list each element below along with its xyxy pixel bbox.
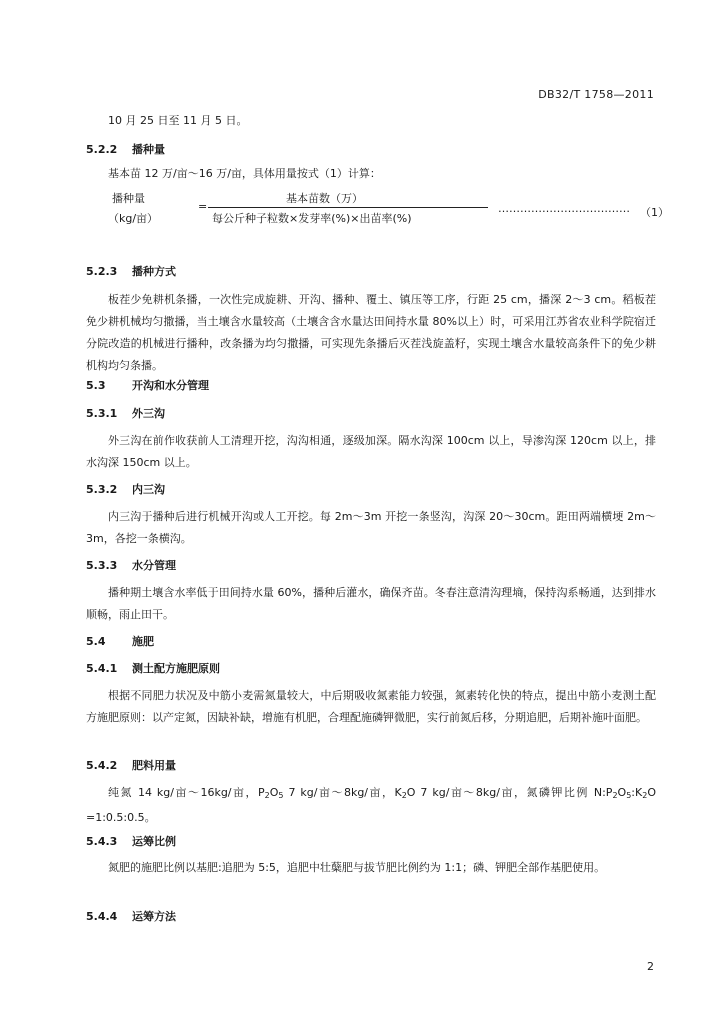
paragraph-5-3-3: 播种期土壤含水率低于田间持水量 60%，播种后灌水，确保齐苗。冬春注意清沟理墒，保持沟系畅通，达到排水顺畅，雨止田干。 (86, 586, 656, 621)
subscript: 2 (264, 791, 270, 800)
subscript: 2 (401, 791, 407, 800)
heading-5-4-3 (86, 834, 176, 850)
heading-title: 外三沟 (132, 407, 165, 420)
heading-number: 5.4.3 (86, 835, 118, 848)
formula-lhs-top: 播种量 (112, 192, 145, 205)
heading-5-3-1 (86, 406, 165, 422)
subscript: 5 (278, 791, 284, 800)
heading-number: 5.2.3 (86, 265, 118, 278)
heading-5-2-2 (86, 142, 165, 158)
heading-number: 5.4 (86, 635, 106, 648)
heading-5-4-2 (86, 758, 176, 774)
heading-number: 5.3.1 (86, 407, 118, 420)
formula-reference: （1） (640, 206, 669, 219)
heading-title: 开沟和水分管理 (132, 379, 209, 392)
heading-number: 5.4.2 (86, 759, 118, 772)
paragraph-5-3-2: 内三沟于播种后进行机械开沟或人工开挖。每 2m～3m 开挖一条竖沟，沟深 20～30cm。距田两端横埂 2m～3m，各挖一条横沟。 (86, 510, 656, 545)
text-run: 纯氮 14 kg/亩～16kg/亩，P (108, 786, 265, 799)
text-run: :K (631, 786, 643, 799)
heading-5-4 (86, 634, 154, 650)
page-number: 2 (647, 960, 654, 973)
paragraph-5-4-1: 根据不同肥力状况及中筋小麦需氮量较大，中后期吸收氮素能力较强，氮素转化快的特点，提出中筋小麦测土配方施肥原则：以产定氮，因缺补缺，增施有机肥，合理配施磷钾微肥，实行前氮后移，分期追肥，后期补施叶面肥。 (86, 689, 656, 724)
heading-5-3-2 (86, 482, 165, 498)
heading-title: 运筹比例 (132, 835, 176, 848)
text-run: O =1:0.5:0.5。 (86, 786, 656, 824)
formula-denominator: 每公斤种子粒数×发芽率(%)×出苗率(%) (212, 212, 412, 225)
paragraph-5-3-1: 外三沟在前作收获前人工清理开挖，沟沟相通，逐级加深。隔水沟深 100cm 以上，导渗沟深 120cm 以上，排水沟深 150cm 以上。 (86, 434, 656, 469)
paragraph-5-2-3: 板茬少免耕机条播，一次性完成旋耕、开沟、播种、覆土、镇压等工序，行距 25 cm，播深 2～3 cm。稻板茬免少耕机械均匀撒播，当土壤含水量较高（土壤含含水量达田间持水量 80%以上）时，可采用江苏省农业科学院宿迁分院改造的机械进行播种，改条播为均匀撒播，可实现先条播后灭茬浅旋盖籽，实现土壤含水量较高条件下的免少耕机构均匀条播。 (86, 293, 656, 372)
heading-number: 5.2.2 (86, 143, 118, 156)
text-run: O (269, 786, 279, 799)
heading-title: 水分管理 (132, 559, 176, 572)
heading-number: 5.4.4 (86, 910, 118, 923)
formula-fraction-bar (208, 207, 488, 208)
heading-title: 播种方式 (132, 265, 176, 278)
subscript: 5 (626, 791, 632, 800)
heading-5-4-4 (86, 909, 176, 925)
formula-leader-dots: ……………………………… (498, 202, 630, 215)
heading-5-3-3 (86, 558, 176, 574)
text-run: 7 kg/亩～8kg/亩，K (283, 786, 402, 799)
heading-5-4-1 (86, 661, 220, 677)
heading-number: 5.3 (86, 379, 106, 392)
paragraph-5-4-2 (86, 782, 656, 829)
heading-title: 播种量 (132, 143, 165, 156)
heading-title: 施肥 (132, 635, 154, 648)
paragraph-5-4-3: 氮肥的施肥比例以基肥:追肥为 5:5，追肥中壮蘖肥与拔节肥比例约为 1:1；磷、钾肥全部作基肥使用。 (108, 861, 606, 874)
heading-number: 5.3.2 (86, 483, 118, 496)
heading-5-3 (86, 378, 209, 394)
heading-title: 测土配方施肥原则 (132, 662, 220, 675)
heading-number: 5.4.1 (86, 662, 118, 675)
text-run: O 7 kg/亩～8kg/亩，氮磷钾比例 N:P (406, 786, 613, 799)
document-code: DB32/T 1758—2011 (538, 88, 654, 101)
heading-title: 肥料用量 (132, 759, 176, 772)
subscript: 2 (642, 791, 648, 800)
heading-5-2-3 (86, 264, 176, 280)
text-run: O (617, 786, 627, 799)
formula-seeding-rate (100, 190, 669, 230)
subscript: 2 (612, 791, 618, 800)
formula-numerator: 基本苗数（万） (286, 192, 363, 205)
heading-title: 运筹方法 (132, 910, 176, 923)
paragraph-5-2-2: 基本苗 12 万/亩～16 万/亩，具体用量按式（1）计算： (108, 167, 381, 180)
heading-number: 5.3.3 (86, 559, 118, 572)
formula-lhs-bottom: （kg/亩） (108, 212, 159, 225)
heading-title: 内三沟 (132, 483, 165, 496)
paragraph-intro: 10 月 25 日至 11 月 5 日。 (108, 114, 248, 127)
formula-equals: = (198, 200, 208, 213)
